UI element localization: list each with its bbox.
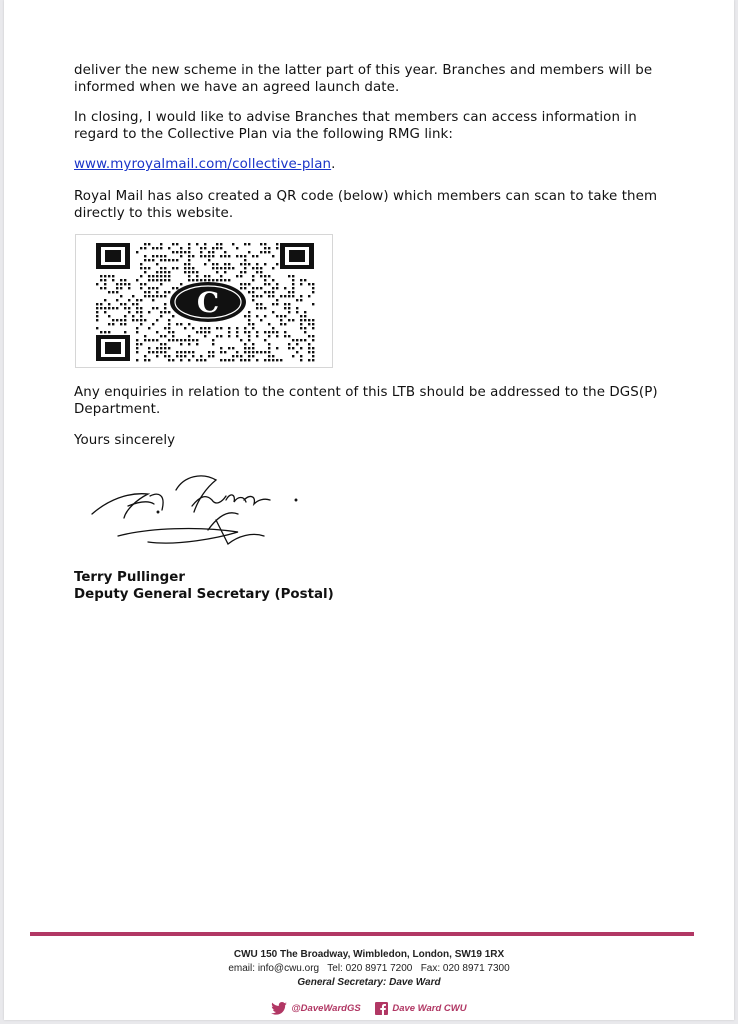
footer-divider bbox=[30, 932, 694, 936]
collective-plan-link[interactable]: www.myroyalmail.com/collective-plan bbox=[74, 157, 332, 172]
footer-fax: 020 8971 7300 bbox=[442, 963, 510, 974]
social-links bbox=[4, 1002, 734, 1018]
twitter-handle: @DaveWardGS bbox=[291, 1003, 361, 1014]
paragraph-scheme-delivery: deliver the new scheme in the latter part of this year. Branches and members will be informed when we have an agreed launch date. bbox=[74, 63, 653, 95]
facebook-link[interactable] bbox=[375, 1002, 466, 1015]
signatory-title: Deputy General Secretary (Postal) bbox=[74, 586, 334, 602]
footer-contacts: email: info@cwu.org Tel: 020 8971 7200 Fax: 020 8971 7300 bbox=[228, 963, 510, 974]
handwritten-signature bbox=[88, 466, 308, 550]
qr-code[interactable] bbox=[75, 234, 333, 368]
link-line: www.myroyalmail.com/collective-plan. bbox=[74, 157, 336, 172]
facebook-icon bbox=[375, 1002, 388, 1015]
facebook-name: Dave Ward CWU bbox=[392, 1003, 467, 1014]
footer-address: CWU 150 The Broadway, Wimbledon, London, SW19 1RX bbox=[233, 949, 505, 960]
paragraph-enquiries: Any enquiries in relation to the content of this LTB should be addressed to the DGS(P) Department. bbox=[74, 385, 658, 417]
qr-code-image bbox=[76, 235, 332, 367]
paragraph-closing-info: In closing, I would like to advise Branches that members can access information in regard to the Collective Plan via the following RMG link: bbox=[74, 110, 637, 142]
qr-center-logo bbox=[170, 282, 246, 322]
signatory-block bbox=[74, 570, 334, 603]
signatory-name: Terry Pullinger bbox=[74, 570, 185, 585]
paragraph-qr-info: Royal Mail has also created a QR code (below) which members can scan to take them directly to this website. bbox=[74, 189, 658, 221]
closing-salutation: Yours sincerely bbox=[74, 433, 176, 448]
twitter-link[interactable] bbox=[271, 1002, 360, 1015]
svg-text:C: C bbox=[196, 286, 220, 319]
twitter-icon bbox=[271, 1002, 287, 1015]
footer-general-secretary: General Secretary: Dave Ward bbox=[297, 977, 441, 988]
document-page bbox=[4, 0, 734, 1020]
footer-tel: 020 8971 7200 bbox=[345, 963, 413, 974]
letterhead-footer bbox=[4, 948, 734, 990]
footer-email[interactable]: info@cwu.org bbox=[257, 963, 320, 974]
